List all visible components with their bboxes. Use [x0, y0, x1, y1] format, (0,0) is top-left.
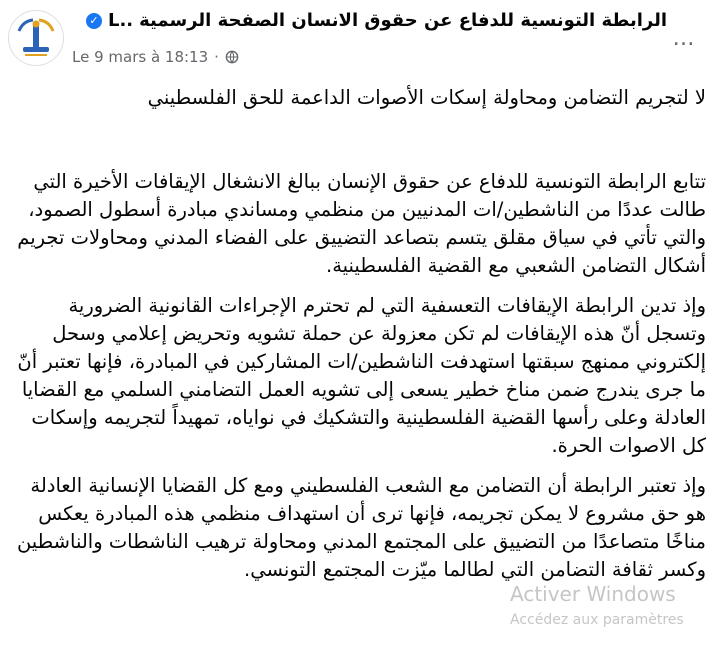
ltdh-logo-icon	[9, 11, 63, 65]
post-header	[0, 0, 721, 80]
page-avatar[interactable]	[8, 10, 64, 66]
post-body	[14, 84, 706, 596]
post-title: لا لتجريم التضامن ومحاولة إسكات الأصوات الداعمة للحق الفلسطيني	[147, 86, 706, 109]
watermark-line1: Activer Windows	[510, 582, 676, 606]
globe-icon	[225, 50, 239, 64]
post-paragraph: وإذ تدين الرابطة الإيقافات التعسفية التي لم تحترم الإجراءات القانونية الضرورية وتسجل أنّ هذه الإيقافات لم تكن معزولة عن حملة تشويه وتحريض إعلامي وسحل إلكتروني ممنهج سبقتها استهدفت الناشطين/ات المشاركين في المبادرة، فإنها تعتبر أنّ ما جرى يندرج ضمن مناخ خطير يسعى إلى تشويه العمل التضامني السلمي مع القضايا العادلة وعلى رأسها القضية الفلسطينية والتشكيك في نواياه، تمهيداً لتجريمه وإسكات كل الاصوات الحرة.	[17, 294, 706, 457]
verified-badge-icon: ✓	[86, 13, 102, 29]
page-name-suffix[interactable]: L..	[107, 10, 134, 31]
post-meta	[72, 48, 239, 66]
post-timestamp[interactable]: Le 9 mars à 18:13	[72, 48, 209, 66]
more-options-button[interactable]: …	[672, 25, 696, 51]
post-paragraph: تتابع الرابطة التونسية للدفاع عن حقوق الإنسان ببالغ الانشغال الإيقافات الأخيرة التي طالت عددًا من الناشطين/ات المدنيين من منظمي ومساندي مبادرة أسطول الصمود، والتي تأتي في سياق مقلق يتسم بتصاعد التضييق على الفضاء المدني ومحاولات تجريم أشكال التضامن الشعبي مع القضية الفلسطينية.	[17, 170, 706, 277]
watermark-line2: Accédez aux paramètres	[510, 612, 684, 628]
post-paragraph: وإذ تعتبر الرابطة أن التضامن مع الشعب الفلسطيني ومع كل القضايا الإنسانية العادلة هو حق مشروع لا يمكن تجريمه، فإنها ترى أن استهداف منظمي هذه المبادرة يعكس مناخًا متصاعدًا من التضييق على المجتمع المدني ومحاولة ترهيب الناشطات والناشطين وكسر ثقافة التضامن التي لطالما ميّزت المجتمع التونسي.	[16, 474, 706, 581]
meta-separator: ·	[214, 48, 219, 66]
page-name-text[interactable]: الرابطة التونسية للدفاع عن حقوق الانسان الصفحة الرسمية	[139, 10, 667, 31]
page-name[interactable]	[86, 10, 667, 31]
